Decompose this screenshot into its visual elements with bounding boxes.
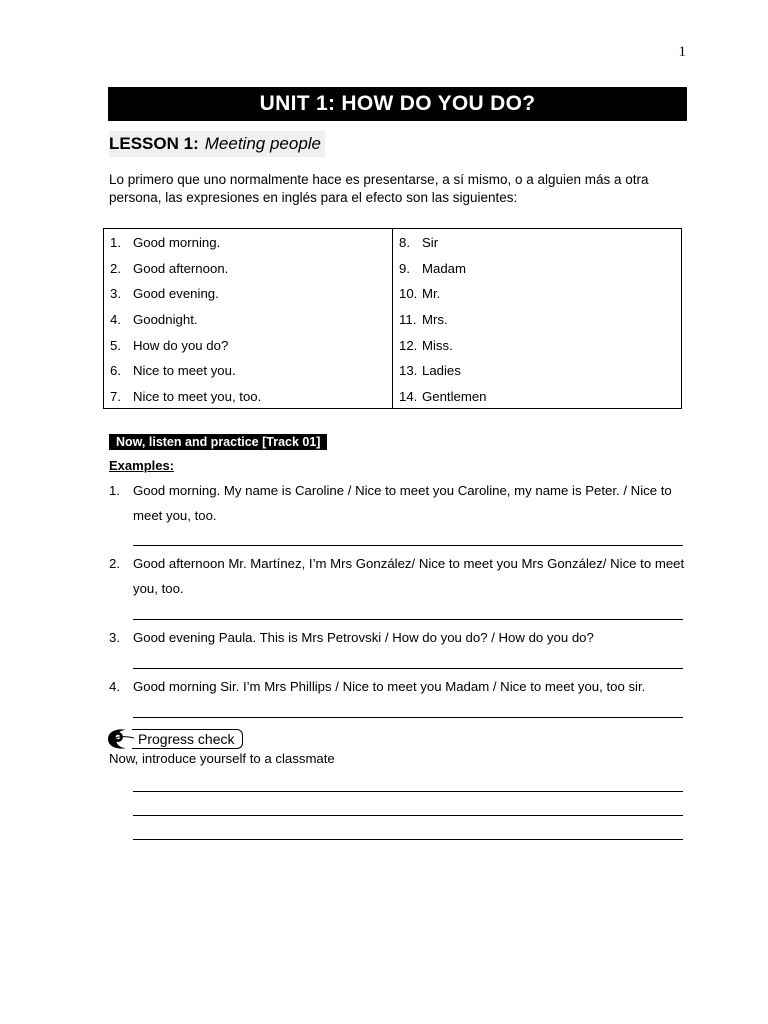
example-item — [109, 551, 689, 601]
expression-number: 4. — [110, 312, 121, 328]
expression-text: Miss. — [422, 337, 453, 353]
answer-line[interactable] — [133, 717, 683, 718]
expression-row — [104, 256, 392, 282]
expression-row — [393, 358, 681, 384]
expression-row — [104, 307, 392, 333]
example-text: Good morning Sir. I’m Mrs Phillips / Nice to meet you Madam / Nice to meet you, too sir. — [133, 679, 646, 694]
example-number: 4. — [109, 679, 120, 694]
expression-number: 7. — [110, 388, 121, 404]
expression-number: 1. — [110, 235, 121, 251]
expression-text: Sir — [422, 235, 439, 251]
expression-row — [393, 384, 681, 410]
example-item — [109, 674, 689, 699]
expression-row — [393, 332, 681, 358]
expression-text: Nice to meet you. — [133, 363, 236, 379]
example-text: Good morning. My name is Caroline / Nice to meet you Caroline, my name is Peter. / Nice to meet you, too. — [133, 483, 672, 523]
example-item — [109, 625, 689, 650]
introduce-instruction: Now, introduce yourself to a classmate — [109, 751, 335, 766]
intro-paragraph: Lo primero que uno normalmente hace es presentarse, a sí mismo, o a alguien más a otra persona, las expresiones en inglés para el efecto son las siguientes: — [109, 172, 649, 205]
answer-line[interactable] — [133, 668, 683, 669]
expression-row — [393, 230, 681, 256]
expression-number: 6. — [110, 363, 121, 379]
expression-row — [393, 307, 681, 333]
expression-text: Gentlemen — [422, 388, 487, 404]
expression-number: 2. — [110, 260, 121, 276]
expression-number: 5. — [110, 337, 121, 353]
progress-check-label: Progress check — [132, 729, 243, 749]
example-text: Good afternoon Mr. Martínez, I’m Mrs González/ Nice to meet you Mrs González/ Nice to meet you, too. — [133, 556, 685, 596]
expressions-table — [103, 228, 682, 409]
examples-heading: Examples: — [109, 458, 175, 473]
expression-number: 12. — [399, 337, 418, 353]
expression-row — [104, 281, 392, 307]
example-number: 3. — [109, 630, 120, 645]
expressions-column-left — [104, 229, 392, 408]
expression-number: 13. — [399, 363, 418, 379]
expression-number: 9. — [399, 260, 410, 276]
track-label: Now, listen and practice [Track 01] — [109, 434, 327, 450]
answer-line[interactable] — [133, 619, 683, 620]
expression-row — [104, 358, 392, 384]
expression-row — [104, 332, 392, 358]
page-number: 1 — [678, 44, 686, 60]
expression-text: Nice to meet you, too. — [133, 388, 262, 404]
example-item — [109, 478, 689, 528]
answer-line[interactable] — [133, 545, 683, 546]
expression-row — [393, 256, 681, 282]
expression-text: Good morning. — [133, 235, 221, 251]
expression-text: Good afternoon. — [133, 260, 229, 276]
expression-text: How do you do? — [133, 337, 229, 353]
example-number: 1. — [109, 483, 120, 498]
expression-text: Mr. — [422, 286, 441, 302]
expression-number: 11. — [399, 312, 417, 328]
expression-number: 10. — [399, 286, 418, 302]
example-text: Good evening Paula. This is Mrs Petrovski / How do you do? / How do you do? — [133, 630, 594, 645]
answer-line[interactable] — [133, 815, 683, 816]
expression-number: 14. — [399, 388, 418, 404]
answer-line[interactable] — [133, 791, 683, 792]
lesson-name: Meeting people — [204, 134, 322, 153]
expression-text: Madam — [422, 260, 466, 276]
expression-row — [104, 230, 392, 256]
answer-line[interactable] — [133, 839, 683, 840]
progress-check-icon — [104, 727, 136, 751]
example-number: 2. — [109, 556, 120, 571]
expression-text: Ladies — [422, 363, 461, 379]
expression-row — [104, 384, 392, 410]
lesson-title — [109, 131, 325, 157]
expressions-column-right — [392, 229, 681, 408]
expression-number: 3. — [110, 286, 121, 302]
expression-text: Goodnight. — [133, 312, 198, 328]
expression-text: Mrs. — [422, 312, 448, 328]
expression-text: Good evening. — [133, 286, 219, 302]
expression-row — [393, 281, 681, 307]
lesson-label: LESSON 1: — [109, 134, 199, 153]
unit-title-banner: UNIT 1: HOW DO YOU DO? — [108, 87, 687, 121]
progress-check-badge — [104, 727, 243, 751]
expression-number: 8. — [399, 235, 410, 251]
